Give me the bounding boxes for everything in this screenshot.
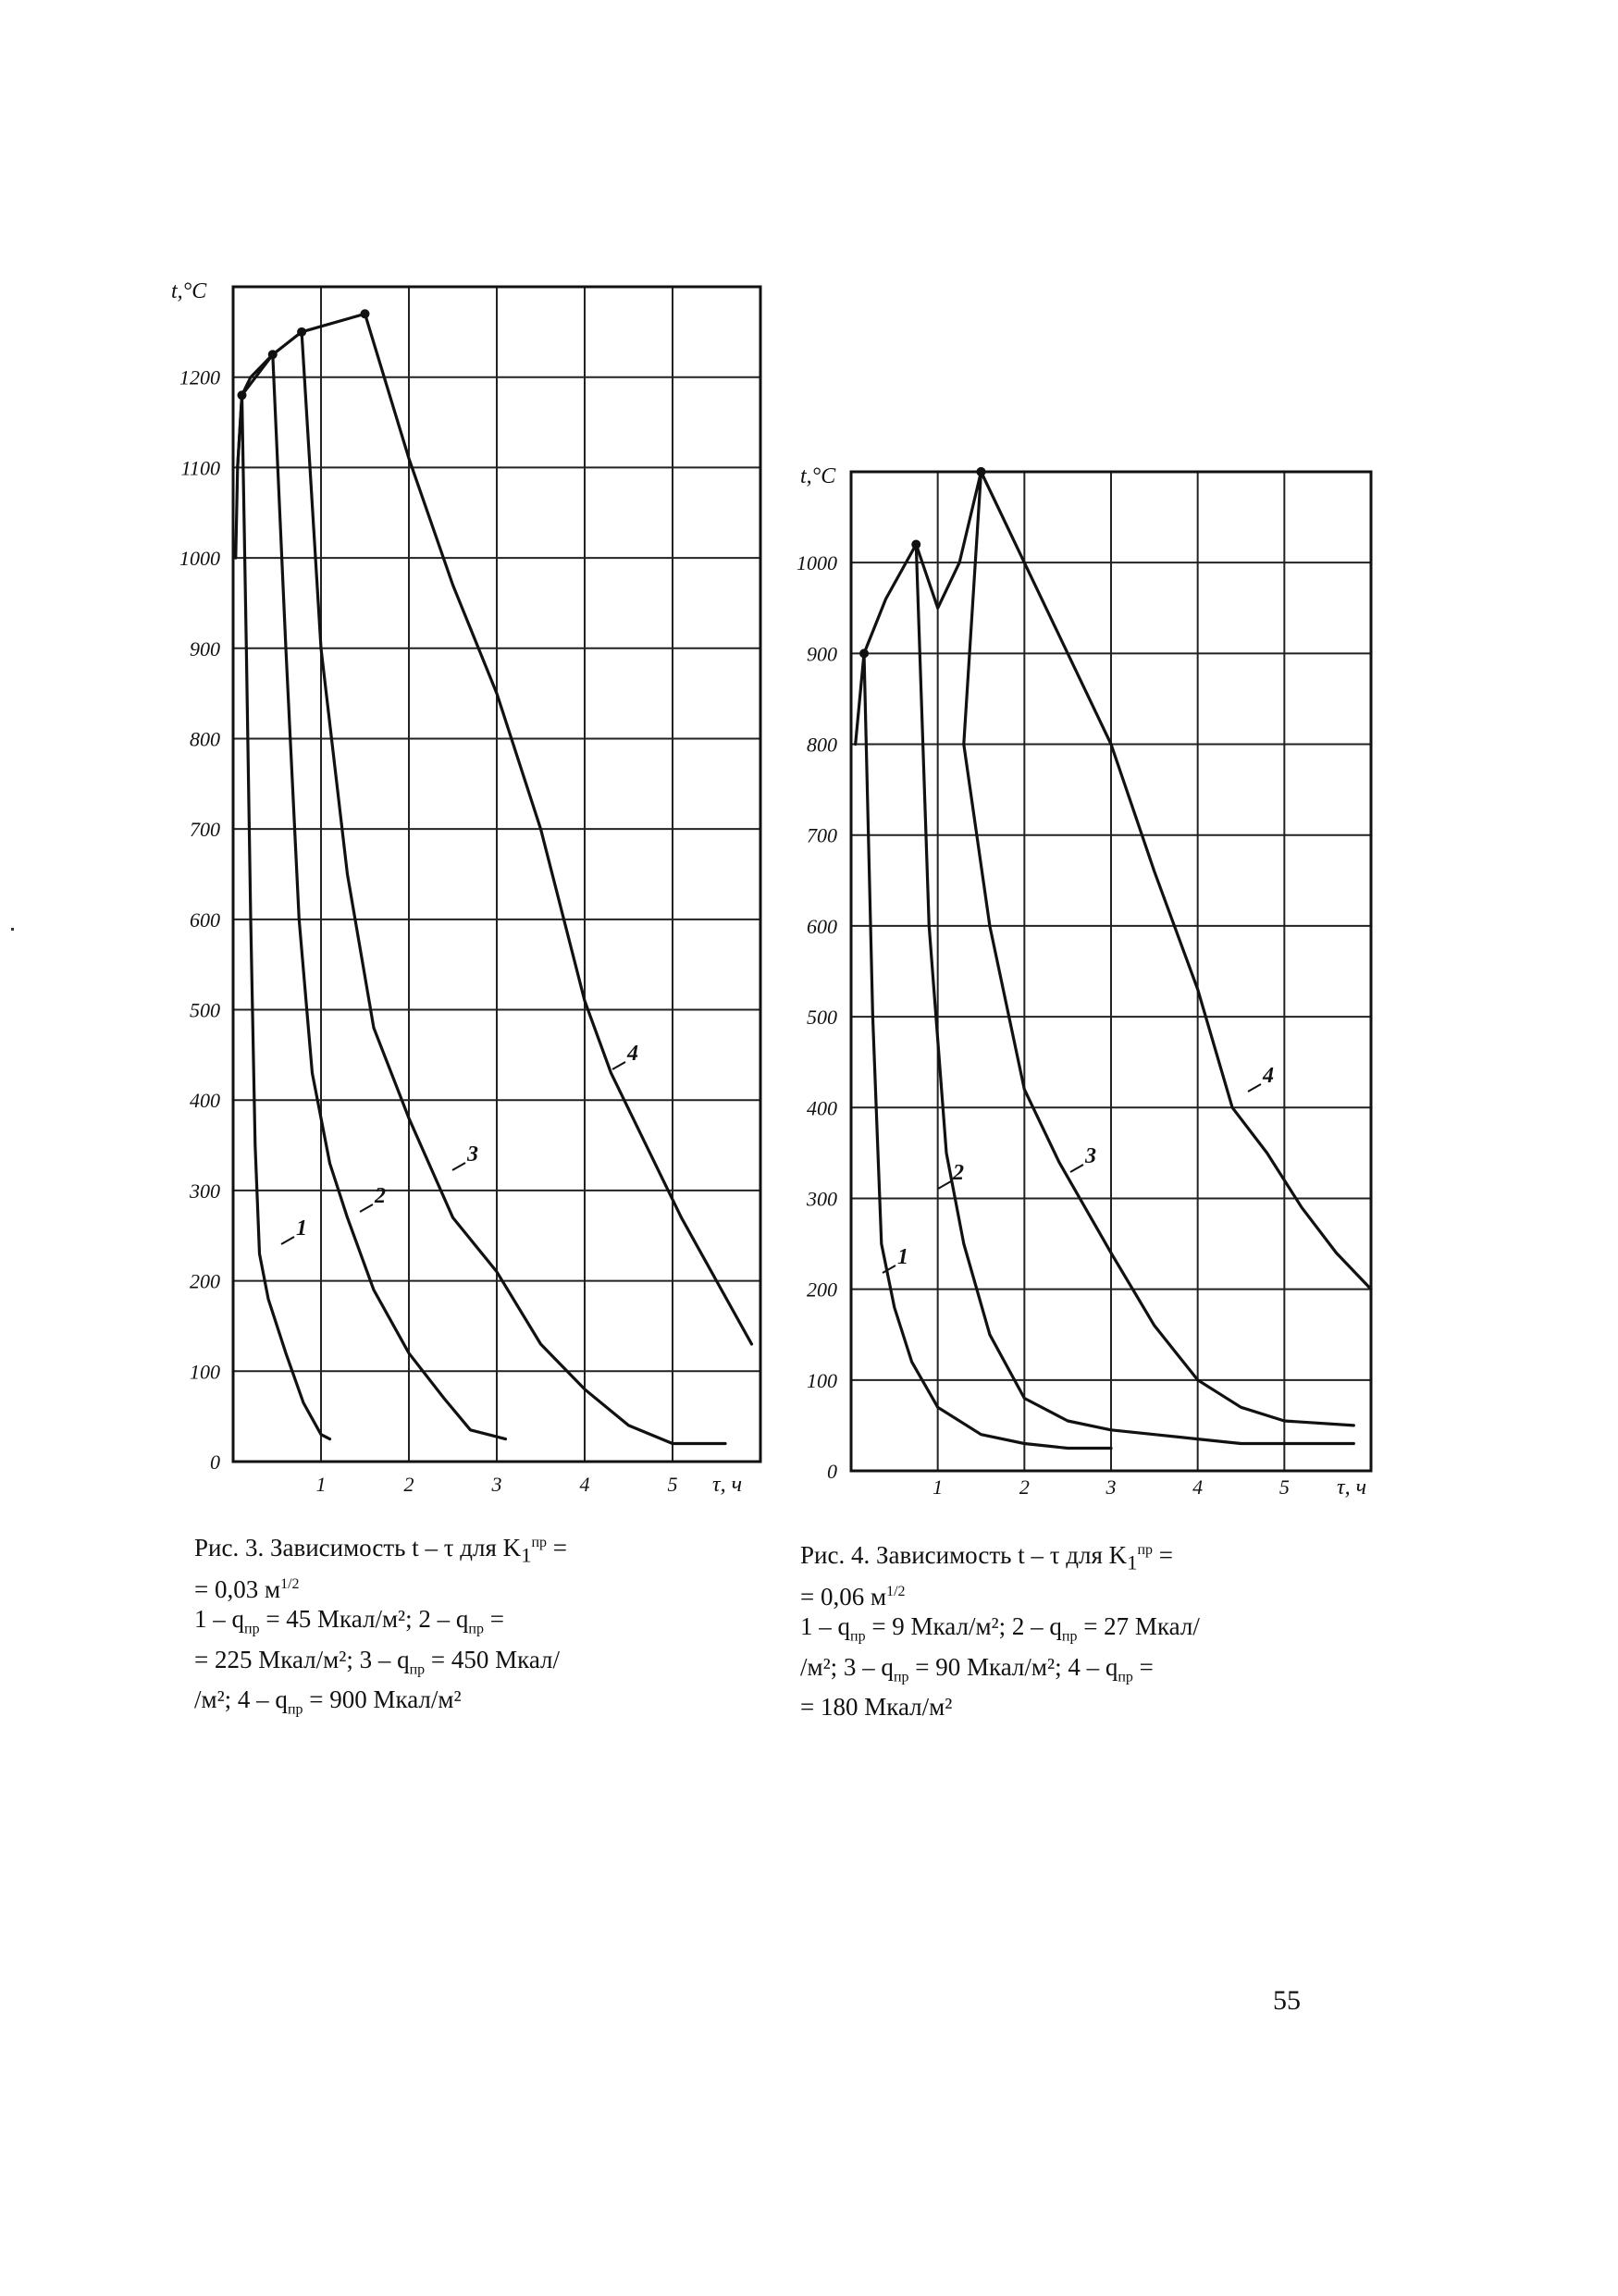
x-tick-label: 3 [1105,1475,1117,1499]
caption-line-4: = 225 Мкал/м²; $3 - q_{пр} = 450$ Мкал/ [194,1645,561,1678]
caption-line-5: = 180 Мкал/м² [800,1693,953,1722]
series-label-leader [360,1204,373,1212]
y-tick-label: 1200 [179,365,220,389]
y-axis-title: t,°C [171,279,207,303]
y-tick-label: 300 [807,1187,837,1211]
y-tick-label: 500 [807,1006,837,1030]
x-tick-label: 4 [1192,1475,1204,1499]
y-tick-label: 1000 [797,551,837,575]
caption-line-3: $1 - q_{пр} = 45$ Мкал/м²; $2 - q_{пр}$ = [194,1605,504,1637]
y-tick-label: 500 [190,998,220,1022]
series-label: 3 [467,1142,478,1167]
series-label-leader [612,1062,625,1069]
y-tick-label: 600 [190,907,220,932]
series-line-3 [242,332,726,1444]
caption-line-2: = 0,06 $м^{1/2}$ [800,1583,906,1611]
caption-line-3: $1 - q_{пр} = 9$ Мкал/м²; $2 - q_{пр} = 27$ Мкал/ [800,1612,1200,1645]
y-tick-label: 900 [190,636,220,660]
series-label-leader [938,1181,951,1189]
series-label-leader [1248,1084,1261,1092]
series-label: 4 [1263,1064,1274,1088]
y-tick-label: 400 [807,1096,837,1120]
y-tick-label: 1100 [180,456,220,480]
series-label-leader [452,1163,465,1170]
y-axis-title: t,°C [800,464,836,488]
y-tick-label: 0 [210,1450,220,1474]
series-line-4 [982,472,1372,1290]
series-label-leader [281,1237,294,1244]
series-label: 2 [953,1161,964,1185]
x-tick-label: 2 [403,1473,414,1496]
x-axis-title: τ, ч [712,1473,743,1497]
series-label-leader [1070,1165,1083,1172]
y-tick-label: 300 [190,1179,220,1203]
series-peak-point [977,467,986,476]
series-label: 3 [1085,1144,1096,1168]
y-tick-label: 800 [807,733,837,757]
x-tick-label: 4 [579,1473,590,1496]
x-tick-label: 1 [315,1473,327,1496]
series-line-2 [238,354,506,1438]
figure-3-chart [171,279,760,1497]
figure-3-caption [194,1528,567,1725]
series-line-3 [916,472,1353,1426]
series-line-1 [856,653,1111,1448]
series-label: 1 [897,1245,908,1269]
y-tick-label: 800 [190,727,220,751]
series-label: 4 [627,1042,638,1066]
y-tick-label: 400 [190,1089,220,1113]
grid [233,287,760,1462]
y-tick-label: 0 [827,1460,837,1483]
y-tick-label: 700 [190,818,220,842]
caption-line-5: /м²; $4 - q_{пр} = 900$ Мкал/м² [194,1685,462,1718]
caption-line-1: Рис. 4. Зависимость t – τ для $K_1^{пр}$ = [800,1541,1173,1574]
y-tick-label: 900 [807,642,837,666]
series-label-leader [883,1265,895,1273]
x-tick-label: 5 [1278,1475,1290,1499]
y-tick-label: 600 [807,914,837,938]
series-peak-point [361,309,370,318]
x-axis-title: τ, ч [1337,1475,1367,1500]
y-tick-label: 200 [190,1269,220,1293]
y-tick-label: 100 [190,1360,220,1384]
figure-4-chart [797,464,1371,1500]
x-tick-label: 5 [667,1473,678,1496]
y-tick-label: 200 [807,1278,837,1302]
page-number: 55 [1273,1985,1301,2016]
y-tick-label: 100 [807,1368,837,1392]
x-tick-label: 1 [933,1475,944,1499]
caption-line-2: = 0,03 $м^{1/2}$ [194,1575,300,1604]
series-label: 2 [375,1184,386,1208]
figure-4-caption [800,1536,1200,1722]
x-tick-label: 2 [1019,1475,1030,1499]
grid [851,472,1371,1471]
y-tick-label: 1000 [179,547,220,571]
caption-line-4: /м²; $3 - q_{пр} = 90$ Мкал/м²; $4 - q_{пр}$ = [800,1652,1154,1685]
x-tick-label: 3 [491,1473,502,1496]
y-tick-label: 700 [807,823,837,847]
series-label: 1 [296,1216,307,1241]
caption-line-1: Рис. 3. Зависимость t – τ для $K_1^{пр}$ = [194,1534,567,1567]
